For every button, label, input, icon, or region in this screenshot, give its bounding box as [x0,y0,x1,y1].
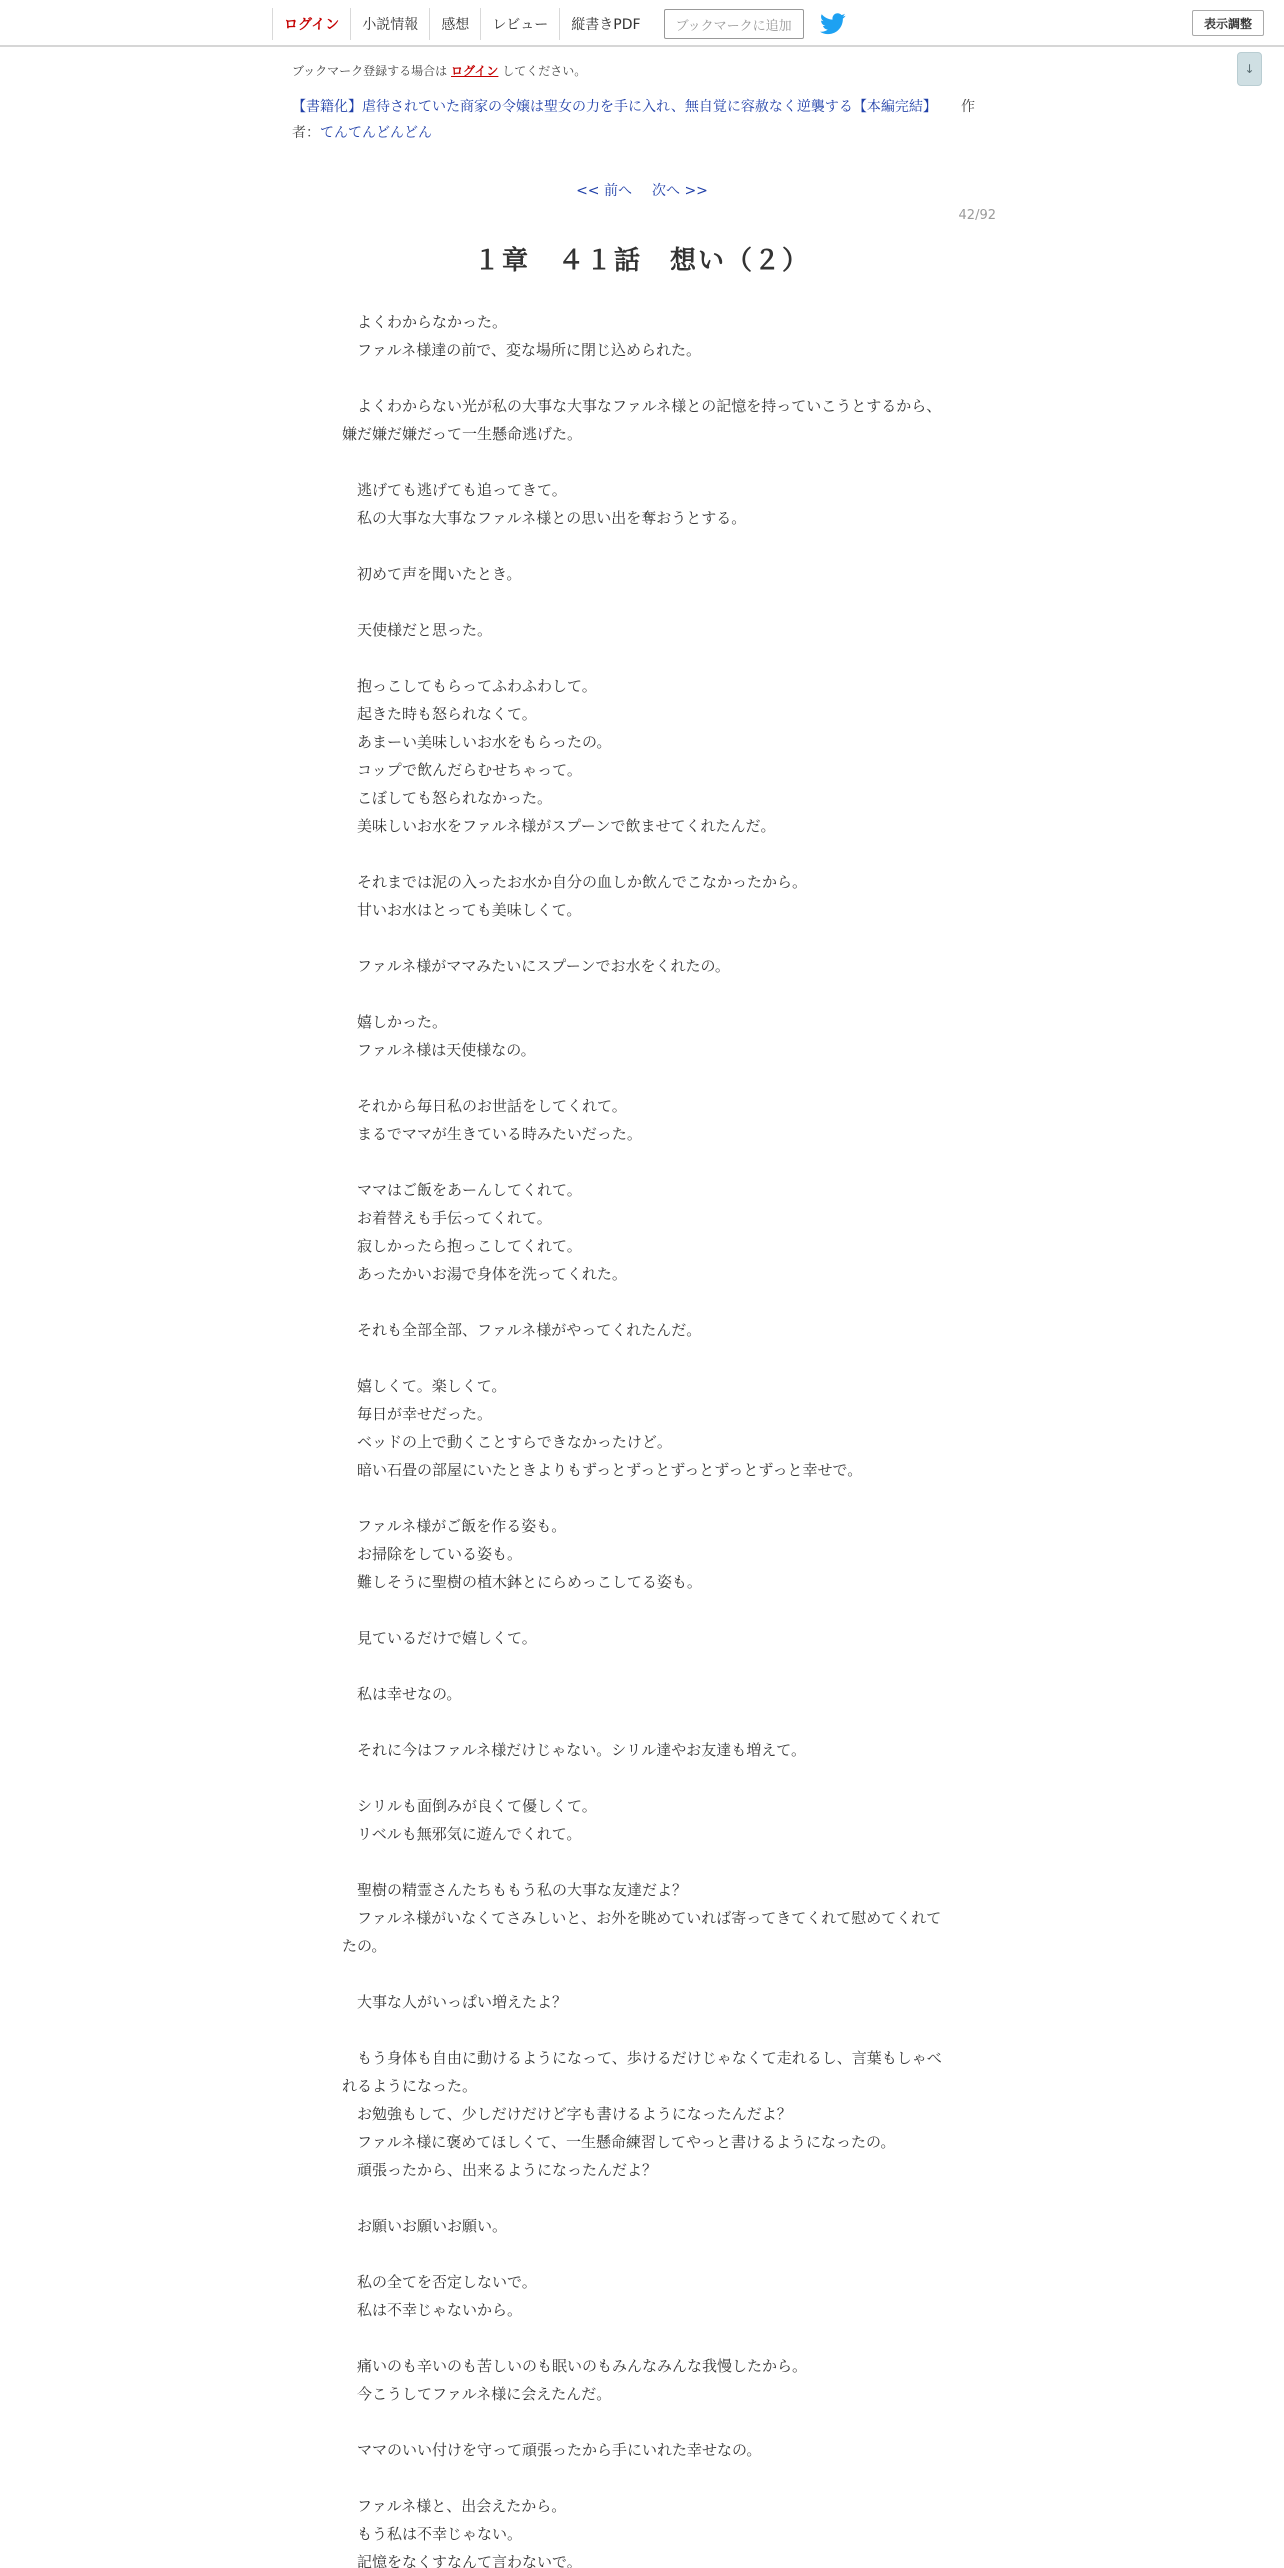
body-line: 暗い石畳の部屋にいたときよりもずっとずっとずっとずっとずっと幸せで。 [342,1461,863,1479]
blank-line [342,1596,942,1624]
novel-title-link[interactable]: 【書籍化】虐待されていた商家の令嬢は聖女の力を手に入れ、無自覚に容赦なく逆襲する【本編完結】 [292,99,937,115]
author-link[interactable]: てんてんどんどん [320,125,432,141]
body-line: 私の大事な大事なファルネ様との思い出を奪おうとする。 [342,509,747,527]
body-line: お願いお願いお願い。 [342,2217,508,2235]
body-line: ファルネ様は天使様なの。 [342,1041,536,1059]
body-line: 頑張ったから、出来るようになったんだよ？ [342,2161,658,2179]
main-nav [272,8,848,40]
body-line: 私の全てを否定しないで。 [342,2273,537,2291]
twitter-icon[interactable] [820,12,848,36]
bookmark-login-link[interactable]: ログイン [451,64,499,78]
body-line: こぼしても怒られなかった。 [342,789,553,807]
blank-line [342,2016,942,2044]
bookmark-add-button[interactable]: ブックマークに追加 [664,9,804,39]
bookmark-note-before: ブックマーク登録する場合は [292,64,448,78]
chapter-pager [0,180,1284,200]
body-line: ファルネ様がママみたいにスプーンでお水をくれたの。 [342,957,730,975]
author-label: 者： [292,125,320,141]
scroll-down-icon[interactable]: ↓ [1237,52,1262,86]
body-line: よくわからない光が私の大事な大事なファルネ様との記憶を持っていこうとするから、嫌だ嫌だ嫌だって一生懸命逃げた。 [342,397,942,443]
blank-line [342,532,942,560]
body-line: リベルも無邪気に遊んでくれて。 [342,1825,582,1843]
body-line: あまーい美味しいお水をもらったの。 [342,733,612,751]
body-line: ベッドの上で動くことすらできなかったけど。 [342,1433,672,1451]
body-line: ママはご飯をあーんしてくれて。 [342,1181,582,1199]
body-line: ファルネ様がいなくてさみしいと、お外を眺めていれば寄ってきてくれて慰めてくれてたの。 [342,1909,942,1955]
body-line: それから毎日私のお世話をしてくれて。 [342,1097,627,1115]
blank-line [342,1652,942,1680]
body-line: 逃げても逃げても追ってきて。 [342,481,567,499]
blank-line [342,1848,942,1876]
body-line: 起きた時も怒られなくて。 [342,705,537,723]
bookmark-login-note [292,62,586,79]
blank-line [342,840,942,868]
chapter-title: １章 ４１話 想い（２） [473,246,810,276]
body-line: もう私は不幸じゃない。 [342,2525,523,2543]
author-line [292,122,432,142]
chapter-count: 42/92 [958,208,996,223]
novel-info-link[interactable]: 小説情報 [350,8,429,40]
body-line: 見ているだけで嬉しくて。 [342,1629,537,1647]
body-line: お掃除をしている姿も。 [342,1545,523,1563]
blank-line [342,364,942,392]
next-chapter-link[interactable]: 次へ >> [652,183,708,199]
blank-line [342,1344,942,1372]
body-line: ファルネ様と、出会えたから。 [342,2497,567,2515]
body-line: 寂しかったら抱っこしてくれて。 [342,1237,582,1255]
blank-line [342,1148,942,1176]
blank-line [342,1708,942,1736]
display-settings-button[interactable]: 表示調整 [1192,10,1264,36]
body-line: ファルネ様に褒めてほしくて、一生懸命練習してやっと書けるようになったの。 [342,2133,896,2151]
body-line: それに今はファルネ様だけじゃない。シリル達やお友達も増えて。 [342,1741,806,1759]
blank-line [342,2184,942,2212]
body-line: ファルネ様がご飯を作る姿も。 [342,1517,567,1535]
body-line: 難しそうに聖樹の植木鉢とにらめっこしてる姿も。 [342,1573,702,1591]
blank-line [342,1764,942,1792]
body-line: お勉強もして、少しだけだけど字も書けるようになったんだよ？ [342,2105,792,2123]
blank-line [342,2408,942,2436]
body-line: ママのいい付けを守って頑張ったから手にいれた幸せなの。 [342,2441,762,2459]
blank-line [342,1960,942,1988]
blank-line [342,448,942,476]
blank-line [342,980,942,1008]
body-line: 甘いお水はとっても美味しくて。 [342,901,582,919]
top-nav-bar [0,0,1284,47]
body-line: あったかいお湯で身体を洗ってくれた。 [342,1265,627,1283]
body-line: 記憶をなくすなんて言わないで。 [342,2553,582,2568]
body-line: 初めて声を聞いたとき。 [342,565,522,583]
body-line: 今こうしてファルネ様に会えたんだ。 [342,2385,612,2403]
review-link[interactable]: レビュー [480,8,559,40]
body-line: 嬉しかった。 [342,1013,448,1031]
blank-line [342,1288,942,1316]
body-line: コップで飲んだらむせちゃって。 [342,761,582,779]
impressions-link[interactable]: 感想 [429,8,480,40]
body-line: ファルネ様達の前で、変な場所に閉じ込められた。 [342,341,701,359]
body-line: 私は幸せなの。 [342,1685,462,1703]
blank-line [342,924,942,952]
body-line: それも全部全部、ファルネ様がやってくれたんだ。 [342,1321,702,1339]
blank-line [342,644,942,672]
blank-line [342,2464,942,2492]
blank-line [342,2324,942,2352]
body-line: もう身体も自由に動けるようになって、歩けるだけじゃなくて走れるし、言葉もしゃべれるようになった。 [342,2049,942,2095]
body-line: まるでママが生きている時みたいだった。 [342,1125,642,1143]
body-line: 痛いのも辛いのも苦しいのも眠いのもみんなみんな我慢したから。 [342,2357,808,2375]
blank-line [342,2240,942,2268]
body-line: お着替えも手伝ってくれて。 [342,1209,552,1227]
body-line: それまでは泥の入ったお水か自分の血しか飲んでこなかったから。 [342,873,808,891]
body-line: 私は不幸じゃないから。 [342,2301,523,2319]
body-line: 美味しいお水をファルネ様がスプーンで飲ませてくれたんだ。 [342,817,776,835]
body-line: 抱っこしてもらってふわふわして。 [342,677,597,695]
vertical-pdf-link[interactable]: 縦書きPDF [559,8,651,40]
chapter-body [342,308,942,2568]
body-line: 毎日が幸せだった。 [342,1405,493,1423]
blank-line [342,1484,942,1512]
body-line: よくわからなかった。 [342,313,508,331]
prev-chapter-link[interactable]: << 前へ [576,183,632,199]
body-line: シリルも面倒みが良くて優しくて。 [342,1797,597,1815]
body-line: 天使様だと思った。 [342,621,493,639]
body-line: 嬉しくて。楽しくて。 [342,1377,507,1395]
blank-line [342,588,942,616]
bookmark-note-after: してください。 [502,64,587,78]
author-label-part: 作 [961,99,975,115]
body-line: 聖樹の精霊さんたちももう私の大事な友達だよ？ [342,1881,688,1899]
login-link[interactable]: ログイン [272,8,350,40]
body-line: 大事な人がいっぱい増えたよ？ [342,1993,568,2011]
blank-line [342,1064,942,1092]
